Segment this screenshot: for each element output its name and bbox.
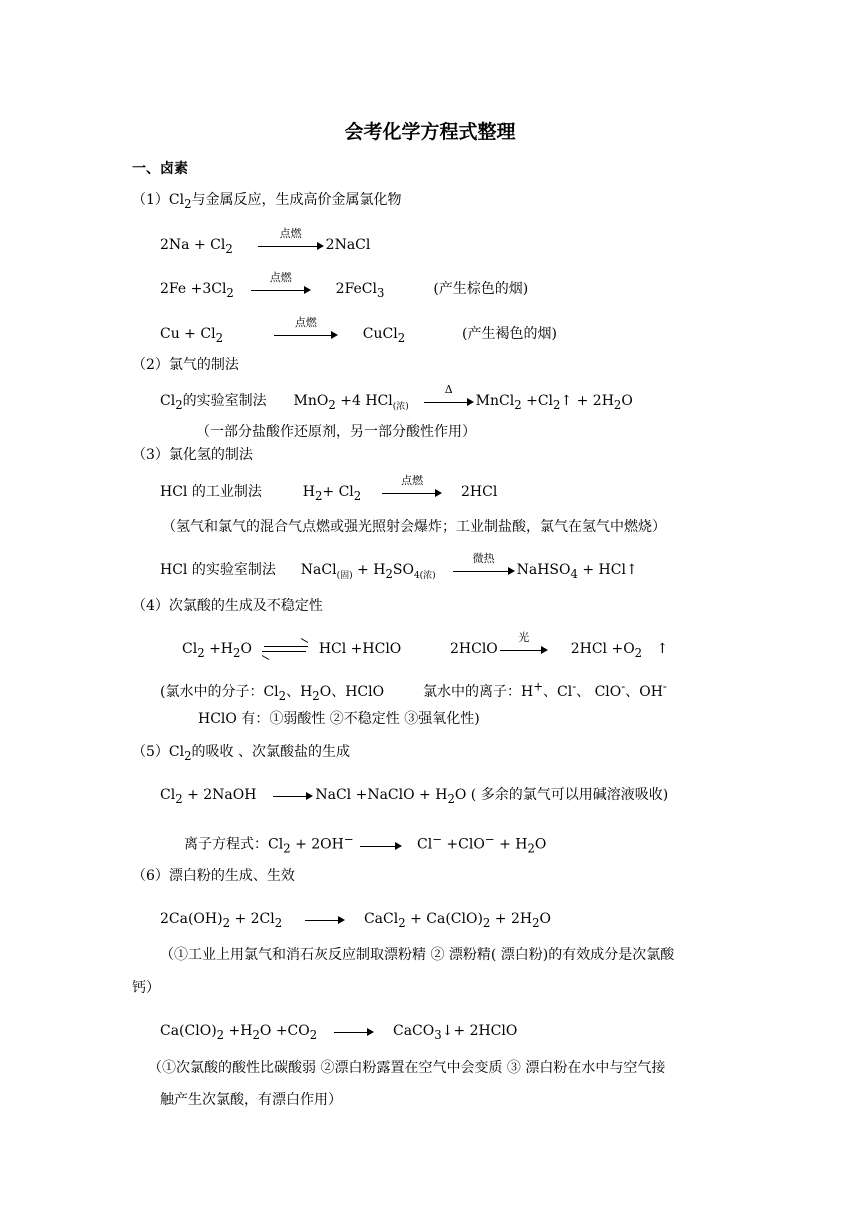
- chlorine-water-molecules: (氯水中的分子：$Cl_2$、$H_2O$、HClO: [160, 683, 385, 703]
- equation-note: （氢气和氯气的混合气点燃或强光照射会爆炸；工业制盐酸，氯气在氢气中燃烧）: [162, 519, 666, 535]
- equation-cl2-h2o: $Cl_2 +H_2O$ HCl +HClO: [182, 641, 402, 660]
- equation-na-cl2: $2Na + Cl_2$ 点燃 2NaCl: [160, 227, 371, 256]
- page-title: 会考化学方程式整理: [344, 121, 516, 143]
- equation-hclo-decomposition: 2HClO 光 $2HCl +O_2$ ↑: [450, 631, 669, 660]
- reaction-arrow: [305, 911, 345, 927]
- equation-h2-cl2: HCl 的工业制法 $H_2+ Cl_2$ 点燃 2HCl: [160, 474, 498, 503]
- reaction-arrow: 光: [500, 641, 548, 657]
- reaction-arrow: [360, 837, 402, 853]
- section-halogens-heading: 一、卤素: [132, 161, 188, 177]
- equation-caclo2-co2: $Ca(ClO)_2 +H_2O +CO_2$ CaCO$_3$↓+ 2HClO: [160, 1023, 518, 1042]
- equation-nacl-h2so4: HCl 的实验室制法 NaCl$_{(固)}$ + $H_2SO_{4(浓)}$ 微热 NaHSO$_4$ + HCl↑: [160, 552, 638, 581]
- subsection-6-heading: （6）漂白粉的生成、生效: [132, 868, 295, 884]
- equilibrium-arrow: [262, 643, 308, 655]
- equation-cl2-naoh: $Cl_2$ + 2NaOH NaCl +NaClO + $H_2O$ ( 多余的氯气可以用碱溶液吸收): [160, 787, 669, 806]
- equation-caoh2-cl2: $2Ca(OH)_2 + 2Cl_2$ CaCl$_2$ + $Ca(ClO)_2 + 2H_2O$: [160, 911, 551, 930]
- subsection-2-heading: （2）氯气的制法: [132, 357, 239, 373]
- chlorine-water-ions: 氯水中的离子：H+、Cl-、 ClO-、OH-: [422, 679, 667, 700]
- subsection-5-heading: $(5)Cl_2$的吸收 、次氯酸盐的生成: [132, 744, 350, 763]
- reaction-arrow: Δ: [424, 393, 474, 409]
- equation-note: （①工业上用氯气和消石灰反应制取漂粉精 ② 漂粉精( 漂白粉)的有效成分是次氯酸: [160, 947, 675, 963]
- equation-note: 触产生次氯酸，有漂白作用）: [160, 1092, 342, 1108]
- subsection-4-heading: （4）次氯酸的生成及不稳定性: [132, 598, 323, 614]
- equation-fe-cl2: $2Fe +3Cl_2$ 点燃 2FeCl$_3$ (产生棕色的烟): [160, 271, 529, 300]
- reaction-arrow: [273, 787, 313, 803]
- hclo-properties: HClO 有：①弱酸性 ②不稳定性 ③强氧化性): [198, 711, 480, 727]
- reaction-arrow: 微热: [453, 562, 515, 578]
- ionic-equation: 离子方程式：$Cl_2 + 2OH^-$ $Cl^- +ClO^- + H_2O$: [184, 832, 547, 856]
- equation-note: 钙）: [132, 980, 160, 996]
- equation-note: (产生棕色的烟): [433, 281, 529, 297]
- equation-note: （①次氯酸的酸性比碳酸弱 ②漂白粉露置在空气中会变质 ③ 漂白粉在水中与空气接: [148, 1060, 666, 1076]
- equation-cu-cl2: $Cu + Cl_2$ 点燃 CuCl$_2$ (产生褐色的烟): [160, 316, 557, 345]
- equation-note: （一部分盐酸作还原剂，另一部分酸性作用）: [196, 424, 476, 440]
- reaction-arrow: [334, 1023, 374, 1039]
- reaction-arrow: 点燃: [274, 326, 338, 342]
- reaction-arrow: 点燃: [251, 281, 311, 297]
- subsection-1-heading: $(1)Cl_2$与金属反应，生成高价金属氯化物: [132, 192, 402, 211]
- equation-mno2-hcl: $Cl_2$的实验室制法 MnO$_2$ +4 HCl$_{(浓)}$ Δ MnCl$_2$ $+Cl_2↑ + 2H_2O$: [160, 383, 633, 412]
- equation-note: (产生褐色的烟): [462, 326, 557, 342]
- subsection-3-heading: （3）氯化氢的制法: [132, 447, 253, 463]
- reaction-arrow: 点燃: [258, 237, 324, 253]
- chlorine-water-species: [160, 677, 667, 704]
- reaction-arrow: 点燃: [382, 484, 442, 500]
